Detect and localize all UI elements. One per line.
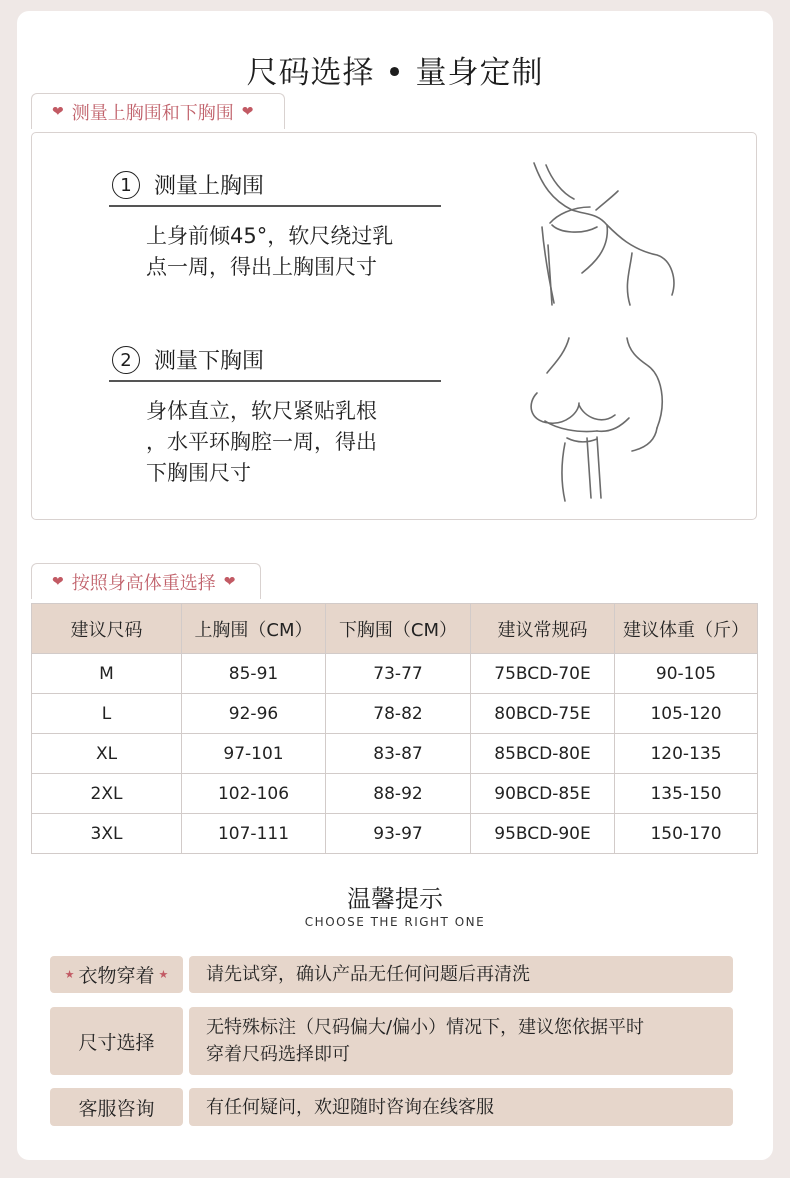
step-number: 1: [112, 171, 140, 199]
size-table-tab-label: 按照身高体重选择: [71, 572, 216, 594]
measure-box: [31, 132, 757, 520]
table-cell: 83-87: [326, 734, 471, 774]
desc-line: 上身前倾45°，软尺绕过乳: [146, 224, 394, 248]
column-header: 下胸围（CM）: [326, 604, 471, 654]
table-cell: 105-120: [615, 694, 758, 734]
divider: [109, 380, 441, 382]
size-guide-page: [17, 11, 773, 1160]
page-title: 尺码选择 • 量身定制: [246, 55, 544, 91]
step-1-title: [112, 169, 264, 200]
column-header: 建议尺码: [32, 604, 182, 654]
step-number: 2: [112, 346, 140, 374]
table-cell: 95BCD-90E: [471, 814, 615, 854]
tip-row: [50, 1007, 733, 1075]
step-title-text: 测量下胸围: [154, 349, 265, 374]
size-table: [31, 603, 758, 854]
table-cell: 150-170: [615, 814, 758, 854]
tip-label: [50, 1088, 183, 1126]
column-header: 上胸围（CM）: [182, 604, 326, 654]
step-title-text: 测量上胸围: [154, 174, 265, 199]
tip-row: [50, 1088, 733, 1126]
table-cell: 75BCD-70E: [471, 654, 615, 694]
desc-line: 身体直立，软尺紧贴乳根: [146, 399, 377, 423]
step-2-title: [112, 344, 264, 375]
table-row: [32, 774, 758, 814]
table-cell: 88-92: [326, 774, 471, 814]
tip-label-text: 客服咨询: [78, 1097, 155, 1120]
step-1-desc: [146, 221, 446, 283]
tip-text-line: 穿着尺码选择即可: [206, 1044, 350, 1065]
divider: [109, 205, 441, 207]
tip-label-text: 衣物穿着: [78, 965, 155, 987]
tips-subtitle: CHOOSE THE RIGHT ONE: [304, 915, 486, 929]
table-cell: 97-101: [182, 734, 326, 774]
table-row: [32, 734, 758, 774]
heart-icon: ❤: [241, 103, 254, 120]
table-row: [32, 814, 758, 854]
table-cell: 93-97: [326, 814, 471, 854]
desc-line: 下胸围尺寸: [146, 461, 251, 485]
under-bust-illustration: [517, 333, 687, 503]
tip-row: [50, 956, 733, 993]
column-header: 建议常规码: [471, 604, 615, 654]
table-cell: XL: [32, 734, 182, 774]
desc-line: 点一周，得出上胸围尺寸: [146, 255, 377, 279]
upper-bust-illustration: [512, 155, 682, 315]
tip-text: [189, 1007, 733, 1075]
table-row: [32, 694, 758, 734]
table-cell: L: [32, 694, 182, 734]
table-cell: 85-91: [182, 654, 326, 694]
heart-icon: ❤: [52, 573, 64, 590]
size-table-tab: [31, 563, 261, 599]
table-header-row: [32, 604, 758, 654]
table-cell: 73-77: [326, 654, 471, 694]
table-cell: 2XL: [32, 774, 182, 814]
table-cell: 135-150: [615, 774, 758, 814]
star-icon: ★: [158, 968, 169, 981]
star-icon: ★: [64, 968, 75, 981]
tip-label: [50, 956, 183, 993]
tips-title: 温馨提示: [347, 885, 443, 913]
tip-text: [189, 956, 733, 993]
tip-text-line: 无特殊标注（尺码偏大/偏小）情况下，建议您依据平时: [206, 1017, 645, 1038]
desc-line: ，水平环胸腔一周，得出: [146, 430, 377, 454]
tip-label: [50, 1007, 183, 1075]
table-cell: 107-111: [182, 814, 326, 854]
table-cell: 85BCD-80E: [471, 734, 615, 774]
table-cell: M: [32, 654, 182, 694]
heart-icon: ❤: [52, 103, 64, 120]
heart-icon: ❤: [223, 573, 236, 590]
measure-tab-label: 测量上胸围和下胸围: [71, 102, 234, 124]
step-2-desc: [146, 396, 446, 489]
tip-text: [189, 1088, 733, 1126]
table-cell: 92-96: [182, 694, 326, 734]
table-cell: 3XL: [32, 814, 182, 854]
table-row: [32, 654, 758, 694]
table-cell: 78-82: [326, 694, 471, 734]
table-cell: 120-135: [615, 734, 758, 774]
table-cell: 90BCD-85E: [471, 774, 615, 814]
tip-text-line: 有任何疑问，欢迎随时咨询在线客服: [206, 1096, 494, 1118]
table-cell: 80BCD-75E: [471, 694, 615, 734]
table-cell: 90-105: [615, 654, 758, 694]
measure-tab: [31, 93, 285, 129]
column-header: 建议体重（斤）: [615, 604, 758, 654]
tip-label-text: 尺寸选择: [78, 1031, 155, 1054]
tip-text-line: 请先试穿，确认产品无任何问题后再清洗: [206, 964, 530, 985]
table-cell: 102-106: [182, 774, 326, 814]
